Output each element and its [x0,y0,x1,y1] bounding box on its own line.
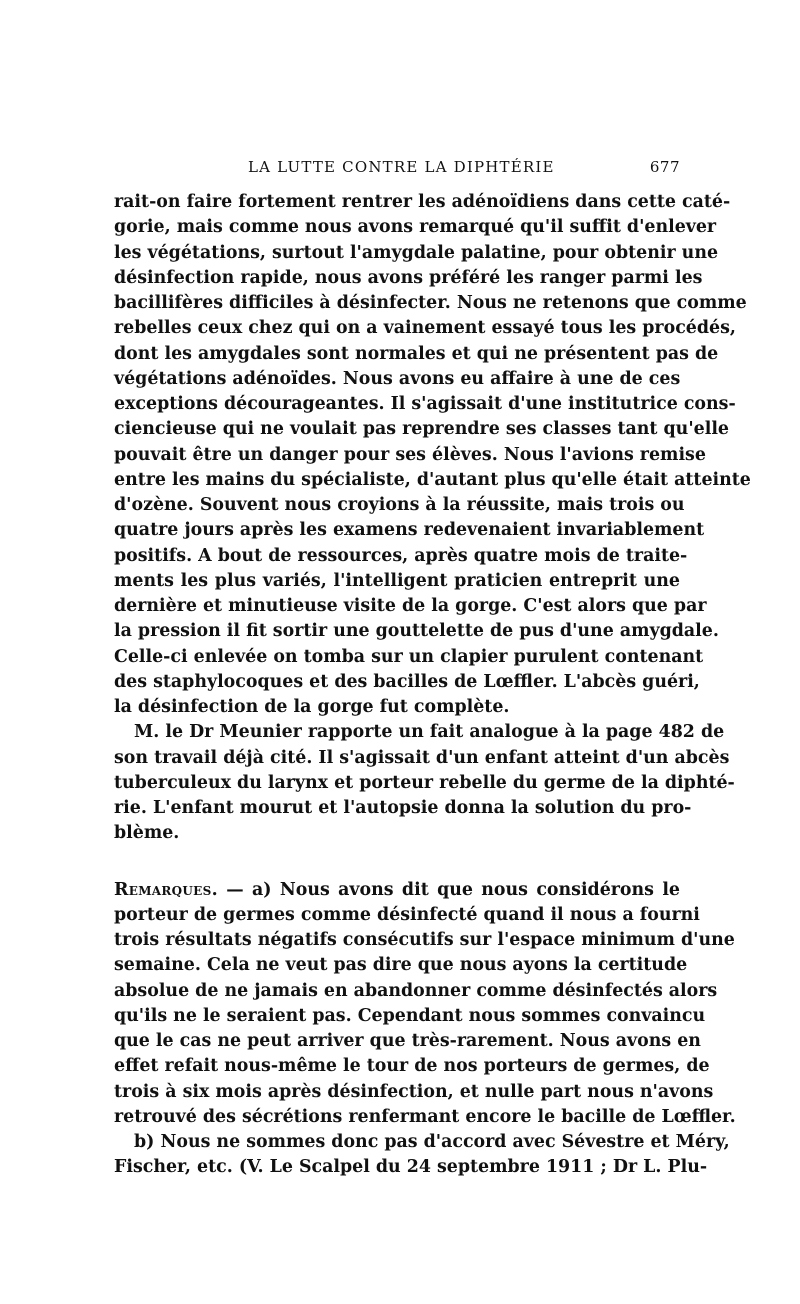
text-line: la pression il fit sortir une gouttelette de pus d'une amygdale. [114,621,719,642]
remarks-first-line [114,878,680,903]
text-line: quatre jours après les examens redevenaient invariablement [114,520,705,541]
text-line: dont les amygdales sont normales et qui ne présentent pas de [114,343,719,364]
page-number: 677 [649,158,680,176]
text-line: ments les plus variés, l'intelligent praticien entreprit une [114,570,680,591]
text-line: dernière et minutieuse visite de la gorge. C'est alors que par [114,596,707,616]
text-line: les végétations, surtout l'amygdale palatine, pour obtenir une [114,242,719,263]
text-line: M. le Dr Meunier rapporte un fait analogue à la page 482 de [134,722,725,743]
text-line: effet refait nous-même le tour de nos porteurs de germes, de [114,1056,710,1077]
text-line: blème. [114,823,180,844]
text-line: porteur de germes comme désinfecté quand il nous a fourni [114,904,700,925]
paragraph-abscess-case [114,190,751,720]
text-line: d'ozène. Souvent nous croyions à la réussite, mais trois ou [114,495,685,515]
text-line: son travail déjà cité. Il s'agissait d'un enfant atteint d'un abcès [114,747,730,768]
text-line: b) Nous ne sommes donc pas d'accord avec Sévestre et Méry, [134,1132,730,1152]
text-line: que le cas ne peut arriver que très-rarement. Nous avons en [114,1031,701,1051]
text-line: positifs. A bout de ressources, après quatre mois de traite- [114,545,688,566]
text-line: pouvait être un danger pour ses élèves. Nous l'avions remise [114,444,706,465]
text-line: trois résultats négatifs consécutifs sur l'espace minimum d'une [114,930,735,950]
text-line: Fischer, etc. (V. Le Scalpel du 24 septembre 1911 ; Dr L. Plu- [114,1157,708,1178]
text-line: qu'ils ne le seraient pas. Cependant nous sommes convaincu [114,1005,706,1026]
remarks-section [114,878,736,1181]
text-line: entre les mains du spécialiste, d'autant plus qu'elle était atteinte [114,469,751,490]
text-line: exceptions décourageantes. Il s'agissait d'une institutrice cons- [114,394,736,414]
text-line: désinfection rapide, nous avons préféré les ranger parmi les [114,267,703,288]
text-line: tuberculeux du larynx et porteur rebelle du germe de la diphté- [114,772,735,793]
text-line: retrouvé des sécrétions renfermant encore le bacille de Lœffler. [114,1106,736,1127]
section-gap [114,847,680,878]
remarks-line-rest: — a) Nous avons dit que nous considérons le [217,879,680,900]
text-line: trois à six mois après désinfection, et nulle part nous n'avons [114,1081,714,1102]
text-line: la désinfection de la gorge fut complète. [114,697,510,717]
running-head [114,156,680,180]
text-line: rebelles ceux chez qui on a vainement essayé tous les procédés, [114,318,736,339]
text-line: Celle-ci enlevée on tomba sur un clapier purulent contenant [114,646,704,667]
text-line: ciencieuse qui ne voulait pas reprendre ses classes tant qu'elle [114,419,729,440]
text-line: gorie, mais comme nous avons remarqué qu'il suffit d'enlever [114,217,717,238]
text-line: rait-on faire fortement rentrer les adénoïdiens dans cette caté- [114,192,731,212]
text-line: des staphylocoques et des bacilles de Lœffler. L'abcès guéri, [114,671,700,692]
text-line: bacillifères difficiles à désinfecter. Nous ne retenons que comme [114,293,747,313]
text-line: végétations adénoïdes. Nous avons eu affaire à une de ces [114,368,681,389]
text-line: semaine. Cela ne veut pas dire que nous ayons la certitude [114,955,688,976]
remarks-label: Remarques. [114,879,218,900]
running-title: LA LUTTE CONTRE LA DIPHTÉRIE [248,158,555,176]
text-line: rie. L'enfant mourut et l'autopsie donna la solution du pro- [114,798,692,818]
text-line: absolue de ne jamais en abandonner comme désinfectés alors [114,980,718,1001]
paragraph-meunier [114,720,735,846]
body-text [114,190,751,1181]
